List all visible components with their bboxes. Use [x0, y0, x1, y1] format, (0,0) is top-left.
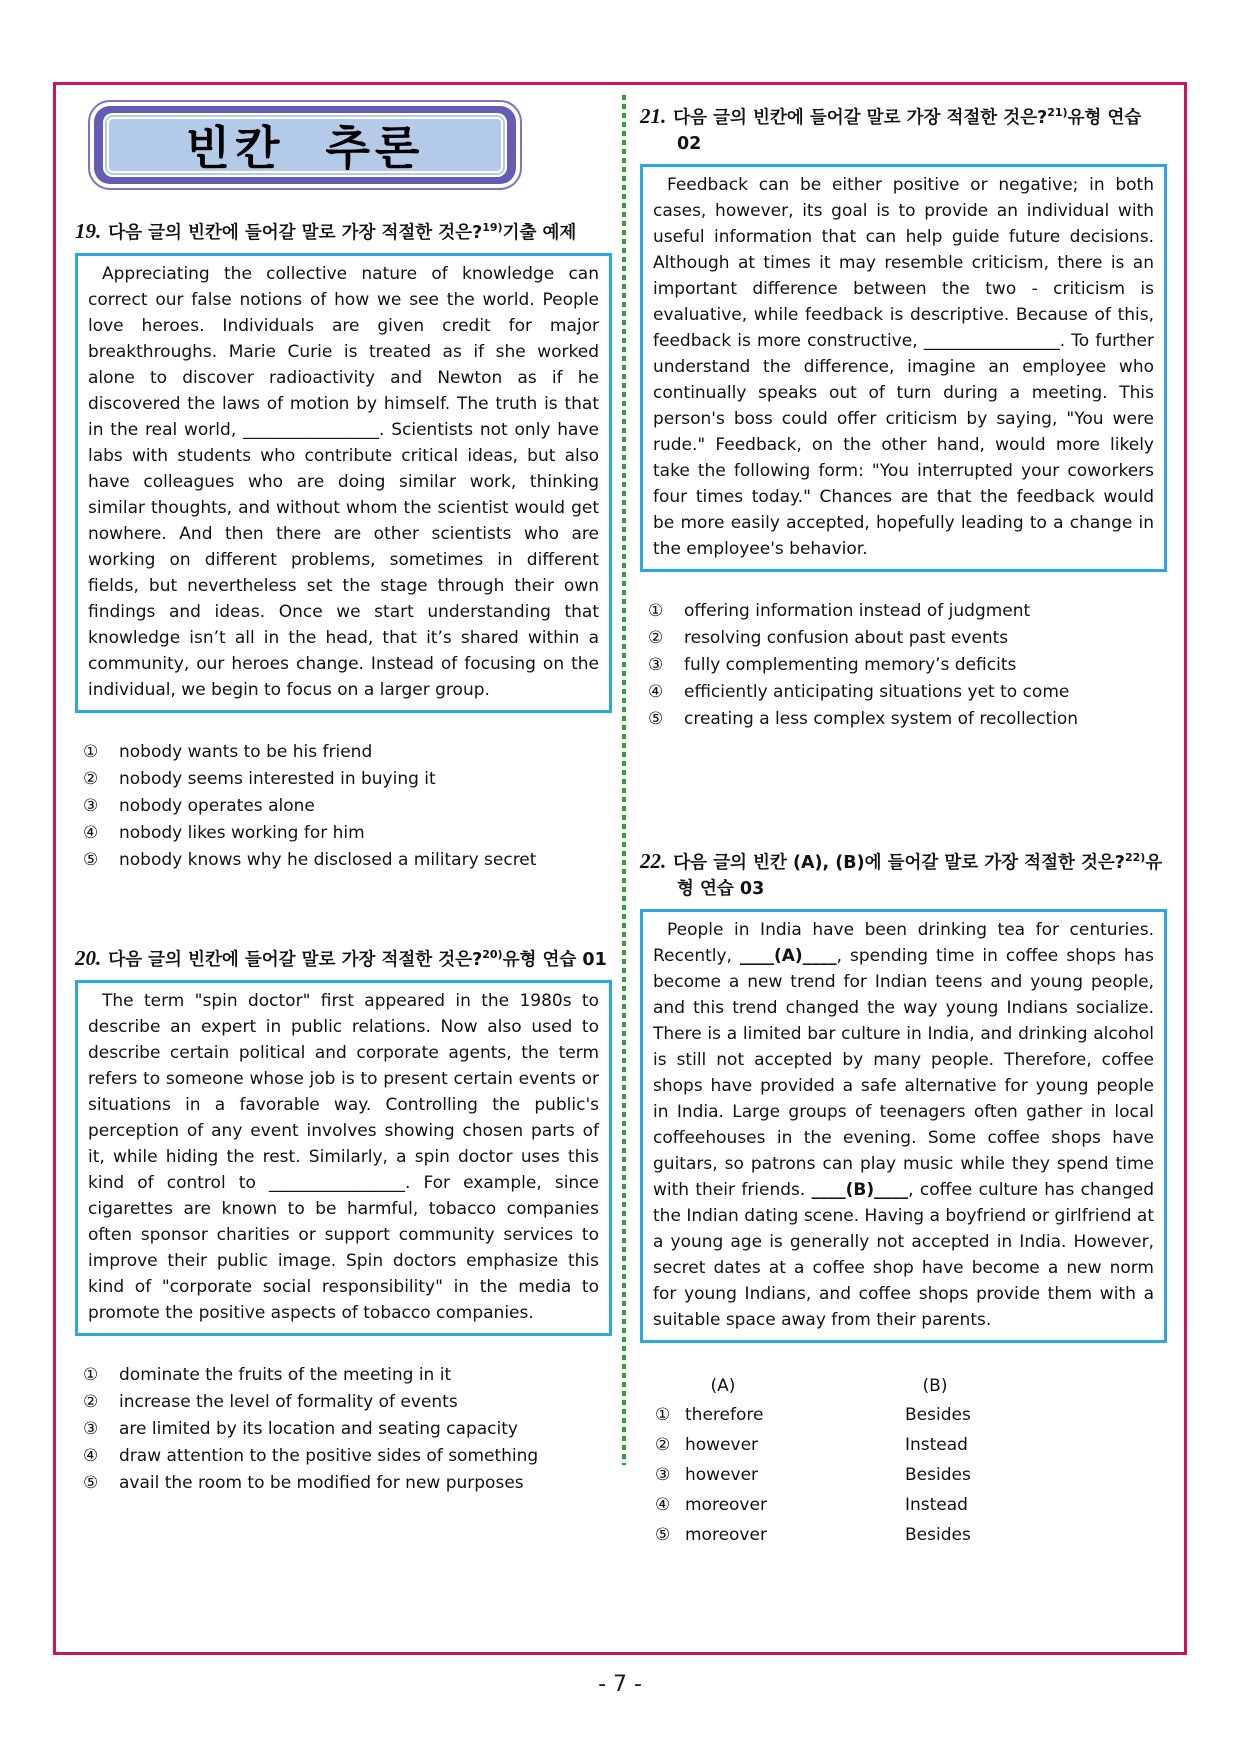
option-label: fully complementing memory’s deficits: [684, 654, 1017, 675]
question-21: [640, 100, 1167, 733]
option-marker: ①: [648, 600, 664, 621]
option-marker: ④: [648, 681, 664, 702]
question-20-footnote-ref: 20): [482, 947, 503, 961]
option-label: nobody operates alone: [119, 795, 315, 816]
option-a-value: therefore: [685, 1404, 764, 1425]
section-title: 빈칸 추론: [185, 121, 425, 175]
question-21-options: [640, 598, 1167, 733]
question-22-passage: People in India have been drinking tea for centuries. Recently, ____(A)____, spending time in coffee shops has become a new trend for Indian teens and young people, and this trend changed the way young Indians socialize. There is a limited bar culture in India, and drinking alcohol is still not accepted by many people. Therefore, coffee shops have provided a safe alternative for young people in India. Large groups of teenagers often gather in local coffeehouses in the evening. Some coffee shops have guitars, so patrons can play music while they spend time with their friends. ____(B)____, coffee culture has changed the Indian dating scene. Having a boyfriend or girlfriend at a young age is generally not accepted in India. However, secret dates at a coffee shop have become a new norm for young Indians, and coffee shops provide them with a suitable space away from their parents.: [640, 909, 1167, 1343]
question-20-option-2: [83, 1389, 612, 1416]
question-19-tag: 기출 예제: [502, 222, 577, 243]
question-22-number: 22.: [640, 848, 667, 873]
question-19-option-5: [83, 847, 612, 874]
question-22-tag: 유형 연습 03: [677, 852, 1163, 899]
question-19-option-3: [83, 793, 612, 820]
question-20-option-1: [83, 1362, 612, 1389]
option-a-value: moreover: [685, 1494, 767, 1515]
option-marker: ③: [83, 1418, 99, 1439]
question-22-option-3: [640, 1460, 1167, 1490]
question-21-option-2: [648, 625, 1167, 652]
option-marker: ①: [83, 741, 99, 762]
question-20-option-4: [83, 1443, 612, 1470]
question-20-passage: The term "spin doctor" first appeared in the 1980s to describe an expert in public relations. Now also used to describe certain political and corporate agents, the term refers to someone whose job is to present certain events or situations in a favorable way. Controlling the public's perception of any event involves showing chosen parts of it, while hiding the rest. Similarly, a spin doctor uses this kind of control to ________________. For example, since cigarettes are known to be harmful, tobacco companies often sponsor charities or support community services to improve their public image. Spin doctors emphasize this kind of "corporate social responsibility" in the media to promote the positive aspects of tobacco companies.: [75, 980, 612, 1336]
right-column: [640, 100, 1167, 1550]
column-b-header: (B): [922, 1375, 948, 1396]
question-19-number: 19.: [75, 218, 102, 243]
option-label: creating a less complex system of recollection: [684, 708, 1079, 729]
question-19-options: [75, 739, 612, 874]
question-22: [640, 845, 1167, 1550]
option-marker: ④: [83, 822, 99, 843]
option-b-value: Besides: [905, 1464, 971, 1485]
question-20-tag: 유형 연습 01: [502, 949, 607, 970]
option-marker: ①: [83, 1364, 99, 1385]
answer-table-header: [640, 1373, 1167, 1400]
option-marker: ②: [83, 768, 99, 789]
question-20-prompt: 다음 글의 빈칸에 들어갈 말로 가장 적절한 것은?: [108, 949, 483, 970]
question-21-option-1: [648, 598, 1167, 625]
option-marker: ⑤: [83, 849, 99, 870]
option-a-value: however: [685, 1464, 759, 1485]
option-marker: ③: [83, 795, 99, 816]
option-label: nobody wants to be his friend: [119, 741, 373, 762]
banner-band: [94, 106, 516, 184]
question-19-header: [75, 215, 612, 246]
option-marker: ⑤: [83, 1472, 99, 1493]
option-a-value: however: [685, 1434, 759, 1455]
option-label: avail the room to be modified for new purposes: [119, 1472, 524, 1493]
option-marker: ③: [648, 654, 664, 675]
banner-inner: [103, 113, 507, 177]
question-19-prompt: 다음 글의 빈칸에 들어갈 말로 가장 적절한 것은?: [108, 222, 483, 243]
option-marker: ①: [655, 1404, 671, 1425]
question-21-header: [640, 100, 1167, 157]
question-21-option-4: [648, 679, 1167, 706]
option-marker: ③: [655, 1464, 671, 1485]
option-marker: ④: [655, 1494, 671, 1515]
question-22-answer-table: [640, 1373, 1167, 1550]
question-19-option-4: [83, 820, 612, 847]
question-21-number: 21.: [640, 103, 667, 128]
question-19-option-1: [83, 739, 612, 766]
question-22-option-5: [640, 1520, 1167, 1550]
option-marker: ⑤: [655, 1524, 671, 1545]
question-20-options: [75, 1362, 612, 1497]
question-22-header: [640, 845, 1167, 902]
page-border: [53, 82, 1187, 1655]
question-21-footnote-ref: 21): [1047, 106, 1068, 119]
question-20-header: [75, 942, 612, 973]
option-marker: ②: [655, 1434, 671, 1455]
page-number: - 7 -: [598, 1672, 642, 1697]
option-b-value: Besides: [905, 1524, 971, 1545]
question-22-prompt: 다음 글의 빈칸 (A), (B)에 들어갈 말로 가장 적절한 것은?: [673, 852, 1125, 873]
option-label: efficiently anticipating situations yet to come: [684, 681, 1070, 702]
column-a-header: (A): [710, 1375, 736, 1396]
question-20: [75, 942, 612, 1497]
option-b-value: Instead: [905, 1494, 968, 1515]
section-title-banner: [88, 100, 522, 190]
question-19-option-2: [83, 766, 612, 793]
option-a-value: moreover: [685, 1524, 767, 1545]
question-22-option-4: [640, 1490, 1167, 1520]
question-21-option-3: [648, 652, 1167, 679]
question-19-footnote-ref: 19): [482, 221, 503, 234]
question-21-tag: 유형 연습 02: [677, 107, 1142, 154]
question-21-prompt: 다음 글의 빈칸에 들어갈 말로 가장 적절한 것은?: [673, 107, 1048, 128]
option-marker: ②: [83, 1391, 99, 1412]
option-marker: ⑤: [648, 708, 664, 729]
question-20-option-3: [83, 1416, 612, 1443]
option-label: are limited by its location and seating capacity: [119, 1418, 518, 1439]
question-19-passage: Appreciating the collective nature of knowledge can correct our false notions of how we see the world. People love heroes. Individuals are given credit for major breakthroughs. Marie Curie is treated as if she worked alone to discover radioactivity and Newton as if he discovered the laws of motion by himself. The truth is that in the real world, ________________. Scientists not only have labs with students who contribute critical ideas, but also have colleagues who are doing similar work, thinking similar thoughts, and without whom the scientist would get nowhere. And then there are other scientists who are working on different problems, sometimes in different fields, but nevertheless set the stage through their own findings and ideas. Once we start understanding that knowledge isn’t all in the head, that it’s shared within a community, our heroes change. Instead of focusing on the individual, we begin to focus on a larger group.: [75, 253, 612, 713]
question-21-passage: Feedback can be either positive or negative; in both cases, however, its goal is to provide an individual with useful information that can help guide future decisions. Although at times it may resemble criticism, there is an important difference between the two - criticism is evaluative, while feedback is descriptive. Because of this, feedback is more constructive, ________________. To further understand the difference, imagine an employee who continually speaks out of turn during a meeting. This person's boss could offer criticism by saying, "You were rude." Feedback, on the other hand, would more likely take the following form: "You interrupted your coworkers four times today." Chances are that the feedback would be more easily accepted, hopefully leading to a change in the employee's behavior.: [640, 164, 1167, 572]
question-21-option-5: [648, 706, 1167, 733]
option-label: draw attention to the positive sides of something: [119, 1445, 539, 1466]
option-label: offering information instead of judgment: [684, 600, 1031, 621]
question-22-footnote-ref: 22): [1124, 850, 1146, 864]
left-column: [75, 215, 612, 1497]
question-22-option-1: [640, 1400, 1167, 1430]
column-divider: [622, 95, 626, 1465]
option-b-value: Instead: [905, 1434, 968, 1455]
option-label: resolving confusion about past events: [684, 627, 1009, 648]
question-22-option-2: [640, 1430, 1167, 1460]
option-label: increase the level of formality of events: [119, 1391, 458, 1412]
option-label: nobody likes working for him: [119, 822, 365, 843]
option-marker: ②: [648, 627, 664, 648]
option-label: nobody knows why he disclosed a military secret: [119, 849, 537, 870]
option-label: dominate the fruits of the meeting in it: [119, 1364, 452, 1385]
question-19: [75, 215, 612, 874]
question-20-option-5: [83, 1470, 612, 1497]
option-marker: ④: [83, 1445, 99, 1466]
option-label: nobody seems interested in buying it: [119, 768, 436, 789]
question-20-number: 20.: [75, 945, 102, 970]
option-b-value: Besides: [905, 1404, 971, 1425]
